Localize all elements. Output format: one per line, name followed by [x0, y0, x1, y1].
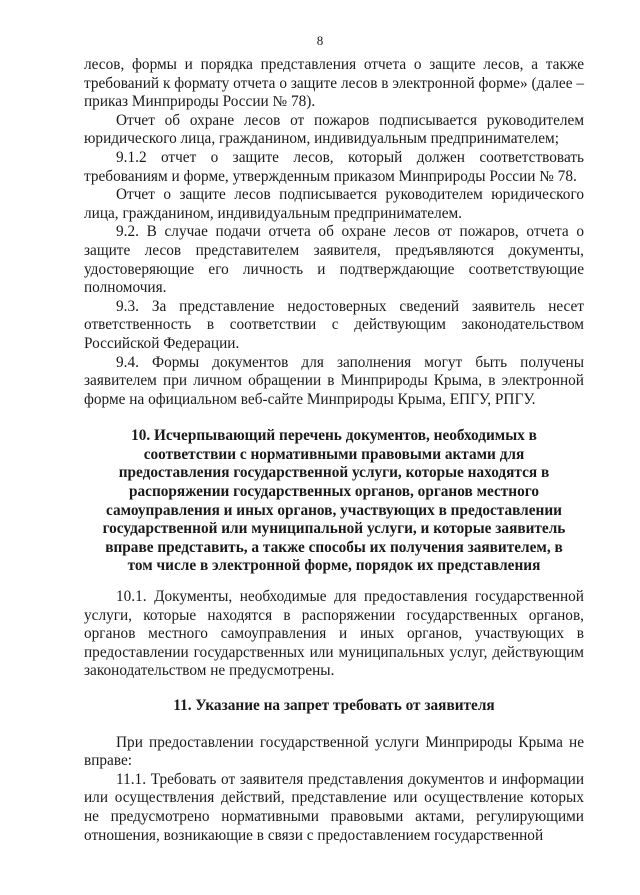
paragraph-9-4: 9.4. Формы документов для заполнения могут быть получены заявителем при личном обращении в Минприроды Крыма, в электронной форме на официальном веб-сайте Минприроды Крыма, ЕПГУ, РПГУ. [84, 353, 584, 408]
paragraph-9-3: 9.3. За представление недостоверных сведений заявитель несет ответственность в соответствии с действующим законодательством Российской Федерации. [84, 297, 584, 352]
section-11-heading: 11. Указание на запрет требовать от заявителя [173, 697, 495, 714]
paragraph-report-fire-signature: Отчет об охране лесов от пожаров подписывается руководителем юридического лица, гражданином, индивидуальным предпринимателем; [84, 111, 584, 148]
paragraph-10-1: 10.1. Документы, необходимые для предоставления государственной услуги, которые находятся в распоряжении государственных органов, органов местного самоуправления и иных органов, участвующих в предоставлении государственных или муниципальных услуг, действующим законодательством не предусмотрены. [84, 588, 584, 680]
section-10-heading: 10. Исчерпывающий перечень документов, необходимых в соответствии с нормативными правовыми актами для предоставления государственной услуги, которые находятся в распоряжении государственных органов, органов местного самоуправления и иных органов, участвующих в предоставлении государственной или муниципальной услуги, и которые заявитель вправе представить, а также способы их получения заявителем, в том числе в электронной форме, порядок их представления [102, 427, 566, 575]
paragraph-report-protection-signature: Отчет о защите лесов подписывается руководителем юридического лица, гражданином, индивидуальным предпринимателем. [84, 186, 584, 222]
paragraph-9-1-2: 9.1.2 отчет о защите лесов, который должен соответствовать требованиям и форме, утвержденным приказом Минприроды России № 78. [84, 148, 584, 185]
paragraph-9-2: 9.2. В случае подачи отчета об охране лесов от пожаров, отчета о защите лесов представителем заявителя, предъявляются документы, удостоверяющие его личность и подтверждающие соответствующие полномочия. [84, 223, 584, 297]
paragraph-11-1: 11.1. Требовать от заявителя представления документов и информации или осуществления действий, представление или осуществление которых не предусмотрено нормативными правовыми актами, регулирующими отношения, возникающие в связи с предоставлением государственной [84, 770, 584, 844]
document-body [84, 56, 584, 845]
page-number: 8 [316, 33, 324, 48]
paragraph-11-intro: При предоставлении государственной услуги Минприроды Крыма не вправе: [84, 733, 584, 770]
paragraph-continuation: лесов, формы и порядка представления отчета о защите лесов, а также требований к формату отчета о защите лесов в электронной форме» (далее – приказ Минприроды России № 78). [84, 56, 584, 111]
